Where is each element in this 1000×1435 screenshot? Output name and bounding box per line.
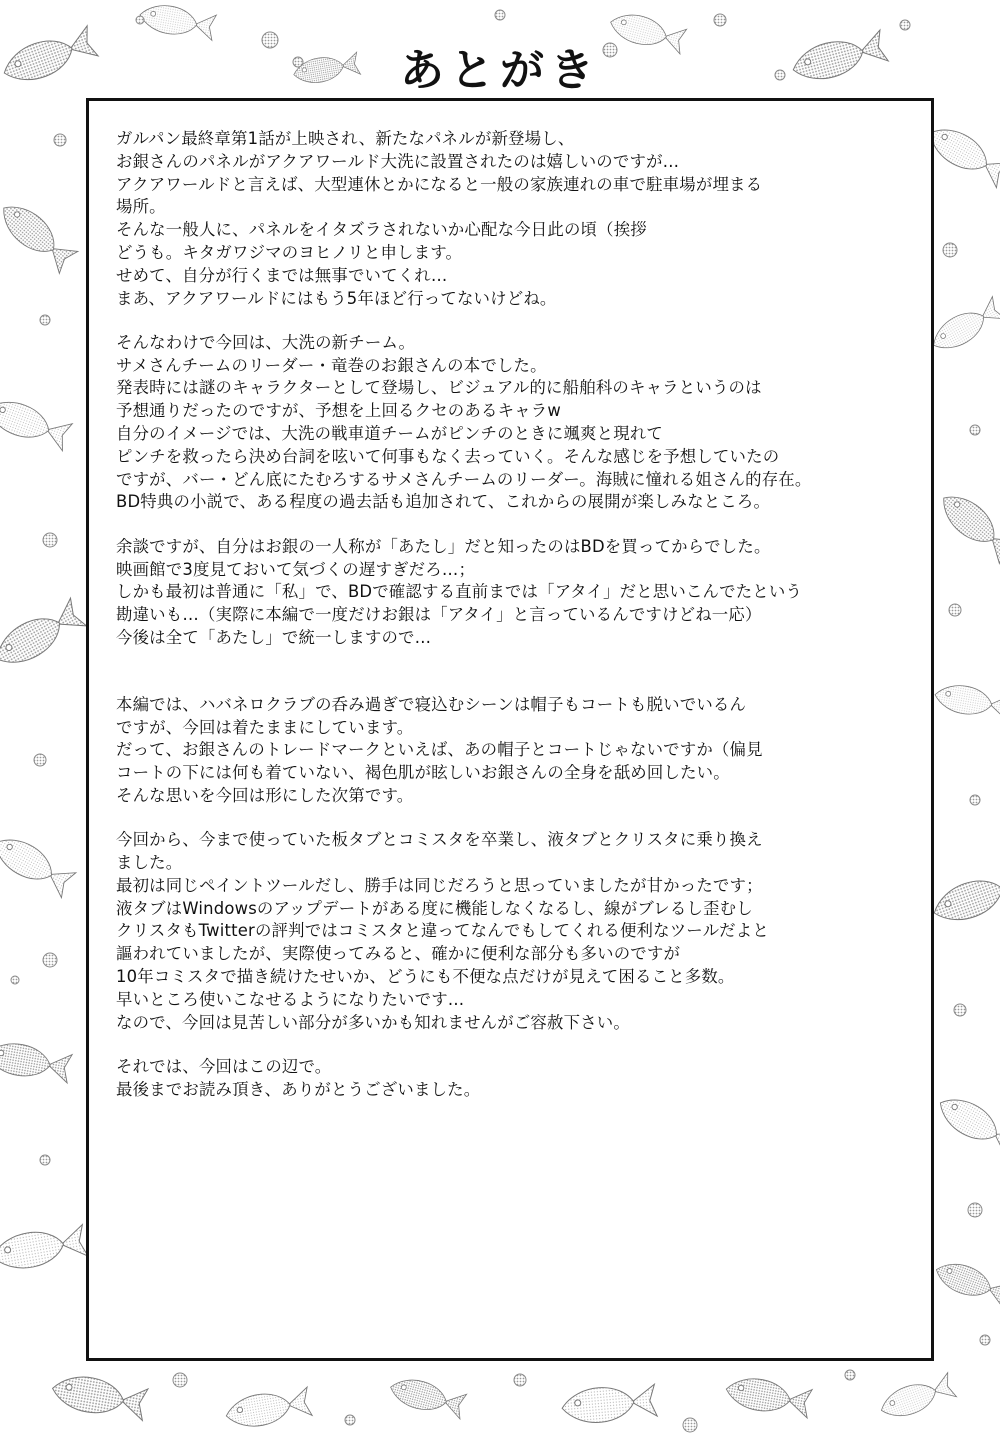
text-line: 映画館で3度見ておいて気づくの遅すぎだろ…； <box>116 559 476 579</box>
text-line: アクアワールドと言えば、大型連休とかになると一般の家族連れの車で駐車場が埋まる <box>116 174 763 194</box>
paragraph <box>116 128 916 310</box>
bubble-icon <box>949 604 961 616</box>
fish-icon <box>927 296 1000 358</box>
bubble-icon <box>173 1373 187 1387</box>
bubble-icon <box>345 1415 355 1425</box>
text-line: せめて、自分が行くまでは無事でいてくれ… <box>116 265 448 285</box>
text-line: 勘違いも…（実際に本編で一度だけお銀は「アタイ」と言っているんですけどね一応） <box>116 605 762 625</box>
text-line: そんな一般人に、パネルをイタズラされないか心配な今日此の頃（挨拶 <box>116 220 647 240</box>
text-line: だって、お銀さんのトレードマークといえば、あの帽子とコートじゃないですか（偏見 <box>116 740 763 760</box>
bubble-icon <box>43 533 57 547</box>
text-line: 今回から、今まで使っていた板タブとコミスタを卒業し、液タブとクリスタに乗り換え <box>116 830 763 850</box>
bubble-icon <box>11 976 19 984</box>
text-line: そんなわけで今回は、大洗の新チーム。 <box>116 332 416 352</box>
bubble-icon <box>683 1418 697 1432</box>
text-line: 今後は全て「あたし」で統一しますので… <box>116 627 432 647</box>
bubble-icon <box>40 315 50 325</box>
text-line: 余談ですが、自分はお銀の一人称が「あたし」だと知ったのはBDを買ってからでした。 <box>116 536 771 556</box>
text-line: お銀さんのパネルがアクアワールド大洗に設置されたのは嬉しいのですが… <box>116 151 680 171</box>
text-line: まあ、アクアワールドにはもう5年ほど行ってないけどね。 <box>116 288 557 308</box>
text-line: BD特典の小説で、ある程度の過去話も追加されて、これからの展開が楽しみなところ。 <box>116 492 771 512</box>
bubble-icon <box>40 1155 50 1165</box>
text-line: 最初は同じペイントツールだし、勝手は同じだろうと思っていましたが甘かったです； <box>116 875 763 895</box>
text-line: どうも。キタガワジマのヨヒノリと申します。 <box>116 242 463 262</box>
text-line: 謳われていましたが、実際使ってみると、確かに便利な部分も多いのですが <box>116 944 681 964</box>
text-line: 予想通りだったのですが、予想を上回るクセのあるキャラw <box>116 401 561 421</box>
paragraph <box>116 536 916 650</box>
fish-icon <box>928 865 1000 930</box>
page-title: あとがき <box>400 45 600 96</box>
paragraph <box>116 694 916 808</box>
bubble-icon <box>714 14 726 26</box>
bubble-icon <box>136 16 144 24</box>
text-line: しかも最初は普通に「私」で、BDで確認する直前までは「アタイ」だと思いこんでたという <box>116 582 803 602</box>
bubble-icon <box>514 1374 526 1386</box>
text-line: 早いところ使いこなせるようになりたいです… <box>116 989 465 1009</box>
text-line: 液タブはWindowsのアップデートがある度に機能しなくなるし、線がブレるし歪むし <box>116 898 753 918</box>
afterword-body <box>116 128 916 1101</box>
fish-icon <box>387 1374 467 1420</box>
bubble-icon <box>43 953 57 967</box>
paragraph <box>116 1056 916 1102</box>
bubble-icon <box>970 795 980 805</box>
fish-icon <box>0 1223 88 1273</box>
text-line: そんな思いを今回は形にした次第です。 <box>116 785 414 805</box>
text-line: 最後までお読み頂き、ありがとうございました。 <box>116 1079 481 1099</box>
fish-icon <box>724 1374 813 1419</box>
bubble-icon <box>845 1370 855 1380</box>
text-line: コートの下には何も着ていない、褐色肌が眩しいお銀さんの全身を舐め回したい。 <box>116 763 730 783</box>
fish-icon <box>0 829 76 898</box>
paragraph-gap <box>116 650 916 694</box>
paragraph <box>116 829 916 1034</box>
text-line: ピンチを救ったら決め台詞を呟いて何事もなく去っていく。そんな感じを予想していたの <box>116 446 780 466</box>
bubble-icon <box>968 1203 982 1217</box>
fish-icon <box>923 119 1000 188</box>
fish-icon <box>0 1039 72 1084</box>
fish-icon <box>0 196 79 274</box>
bubble-icon <box>495 10 505 20</box>
fish-icon <box>877 1372 957 1424</box>
text-line: それでは、今回はこの辺で。 <box>116 1056 332 1076</box>
fish-icon <box>932 1257 1000 1309</box>
fish-icon <box>224 1386 313 1431</box>
text-line: ガルパン最終章第1話が上映され、新たなパネルが新登場し、 <box>116 129 575 148</box>
paragraph-gap <box>116 310 916 332</box>
paragraph-gap <box>116 514 916 536</box>
text-line: 10年コミスタで描き続けたせいか、どうにも不便な点だけが見えて困ること多数。 <box>116 967 735 986</box>
fish-icon <box>933 681 1000 721</box>
text-line: ました。 <box>116 853 183 873</box>
text-line: サメさんチームのリーダー・竜巻のお銀さんの本でした。 <box>116 355 547 375</box>
bubble-icon <box>900 20 910 30</box>
fish-icon <box>0 597 87 674</box>
bubble-icon <box>970 425 980 435</box>
paragraph-gap <box>116 808 916 830</box>
text-line: 場所。 <box>116 197 166 217</box>
fish-icon <box>934 486 1000 564</box>
text-line: 本編では、ハバネロクラブの呑み過ぎで寝込むシーンは帽子もコートも脱いでいるん <box>116 694 747 714</box>
text-line: ですが、バー・どん底にたむろするサメさんチームのリーダー。海賊に憧れる姐さん的存在。 <box>116 469 812 489</box>
fish-icon <box>561 1383 658 1426</box>
text-line: 発表時には謎のキャラクターとして登場し、ビジュアル的に船舶科のキャラというのは <box>116 378 762 398</box>
bubble-icon <box>980 1335 990 1345</box>
bubble-icon <box>34 754 46 766</box>
fish-icon <box>50 1371 149 1421</box>
text-line: なので、今回は見苦しい部分が多いかも知れませんがご容赦下さい。 <box>116 1012 630 1032</box>
paragraph-gap <box>116 1034 916 1056</box>
fish-icon <box>0 394 73 452</box>
fish-icon <box>933 1089 1000 1158</box>
paragraph <box>116 332 916 514</box>
text-line: クリスタもTwitterの評判ではコミスタと違ってなんでもしてくれる便利なツールだよと <box>116 921 769 941</box>
bubble-icon <box>54 134 66 146</box>
text-line: 自分のイメージでは、大洗の戦車道チームがピンチのときに颯爽と現れて <box>116 424 663 444</box>
bubble-icon <box>954 1004 966 1016</box>
text-line: ですが、今回は着たままにしています。 <box>116 717 414 737</box>
bubble-icon <box>943 243 957 257</box>
